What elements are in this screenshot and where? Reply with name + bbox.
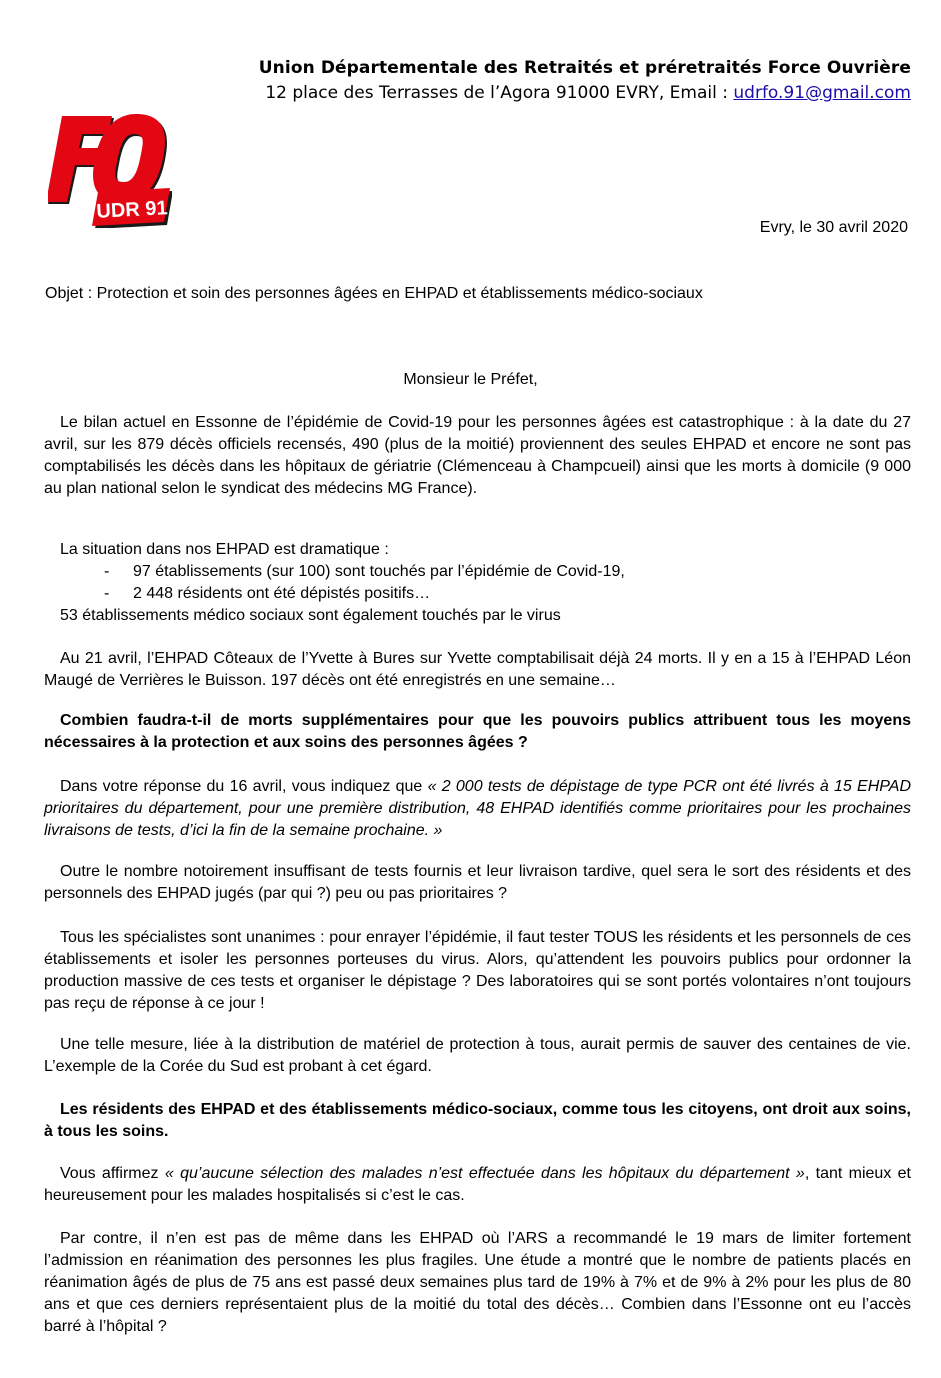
organization-address [259,81,911,105]
paragraph-text: Les résidents des EHPAD et des établissements médico-sociaux, comme tous les citoyens, ont droit aux soins, à tous les soins. [44,1101,911,1140]
situation-list [44,561,911,605]
bullet-dash: - [104,563,110,580]
paragraph-text: Outre le nombre notoirement insuffisant de tests fournis et leur livraison tardive, quel sera le sort des résidents et des personnels des EHPAD jugés (par qui ?) peu ou pas prioritaires ? [44,863,911,902]
paragraph-text: Par contre, il n’en est pas de même dans les EHPAD où l’ARS a recommandé le 19 mars de limiter fortement l’admission en réanimation des personnes les plus fragiles. Une étude a montré que le nombre de patients placés en réanimation âgés de plus de 75 ans est passé deux semaines plus tard de 19% à 7% et de 9% à 2% pour les plus de 80 ans et que ces derniers représentaient plus de la moitié du total des décès… Combien dans l’Essonne ont eu l’accès barré à l’hôpital ? [44,1230,911,1335]
paragraph-3 [44,648,911,692]
paragraph-text: Combien faudra-t-il de morts supplémentaires pour que les pouvoirs publics attribuent tous les moyens nécessaires à la protection et aux soins des personnes âgées ? [44,712,911,751]
letter-subject: Objet : Protection et soin des personnes âgées en EHPAD et établissements médico-sociaux [45,285,703,302]
paragraph-intro: La situation dans nos EHPAD est dramatique : [60,541,389,558]
quoted-text: « qu’aucune sélection des malades n’est effectuée dans les hôpitaux du département » [164,1165,805,1182]
letterhead [259,55,911,105]
letter-date: Evry, le 30 avril 2020 [759,219,908,236]
email-link[interactable]: udrfo.91@gmail.com [733,83,911,103]
paragraph-5 [44,776,911,842]
paragraph-lead: Vous affirmez [60,1165,165,1182]
paragraph-text: Une telle mesure, liée à la distribution de matériel de protection à tous, aurait permis de sauver des centaines de vie. L’exemple de la Corée du Sud est probant à cet égard. [44,1036,911,1075]
quoted-text: « 2 000 tests de dépistage de type PCR ont été livrés à 15 EHPAD prioritaires du département, pour une première distribution, 48 EHPAD identifiés comme prioritaires pour les prochaines livraisons de tests, d’ici la fin de la semaine prochaine. » [44,778,911,839]
paragraph-2 [44,539,911,627]
address-text: 12 place des Terrasses de l’Agora 91000 EVRY, Email : [265,83,734,103]
paragraph-8 [44,1034,911,1078]
organization-name: Union Départementale des Retraités et préretraités Force Ouvrière [258,58,911,78]
bullet-dash: - [104,585,110,602]
paragraph-6 [44,861,911,905]
paragraph-text: Au 21 avril, l’EHPAD Côteaux de l’Yvette à Bures sur Yvette comptabilisait déjà 24 morts. Il y en a 15 à l’EHPAD Léon Maugé de Verrières le Buisson. 197 décès ont été enregistrés en une semaine… [44,650,911,689]
paragraph-10 [44,1163,911,1207]
paragraph-9-statement [44,1099,911,1143]
fo-logo-icon [48,110,172,228]
salutation: Monsieur le Préfet, [403,371,538,388]
paragraph-text: Tous les spécialistes sont unanimes : pour enrayer l’épidémie, il faut tester TOUS les résidents et les personnels de ces établissements et isoler les personnes porteuses du virus. Alors, qu’attendent les pouvoirs publics pour ordonner la production massive de ces tests et organiser le dépistage ? Des laboratoires qui se sont portés volontaires n’ont toujours pas reçu de réponse à ce jour ! [44,929,911,1012]
logo-subtext: UDR 91 [95,197,169,223]
list-item [44,583,911,605]
paragraph-rest: , tant mieux et heureusement pour les malades hospitalisés si c’est le cas. [44,1165,911,1204]
paragraph-4-question [44,710,911,754]
paragraph-text: Le bilan actuel en Essonne de l’épidémie de Covid-19 pour les personnes âgées est catastrophique : à la date du 27 avril, sur les 879 décès officiels recensés, 490 (plus de la moitié) proviennent des seules EHPAD et encore ne sont pas comptabilisés les décès dans les hôpitaux de gériatrie (Clémenceau à Champcueil) ainsi que les morts à domicile (9 000 au plan national selon le syndicat des médecins MG France). [44,414,911,497]
paragraph-lead: Dans votre réponse du 16 avril, vous indiquez que [60,778,428,795]
paragraph-11 [44,1228,911,1338]
paragraph-outro: 53 établissements médico sociaux sont également touchés par le virus [60,607,561,624]
paragraph-7 [44,927,911,1015]
list-item-text: 2 448 résidents ont été dépistés positifs… [133,585,431,602]
paragraph-1 [44,412,911,500]
list-item-text: 97 établissements (sur 100) sont touchés par l’épidémie de Covid-19, [133,563,625,580]
list-item [44,561,911,583]
fo-udr91-logo [48,110,172,228]
